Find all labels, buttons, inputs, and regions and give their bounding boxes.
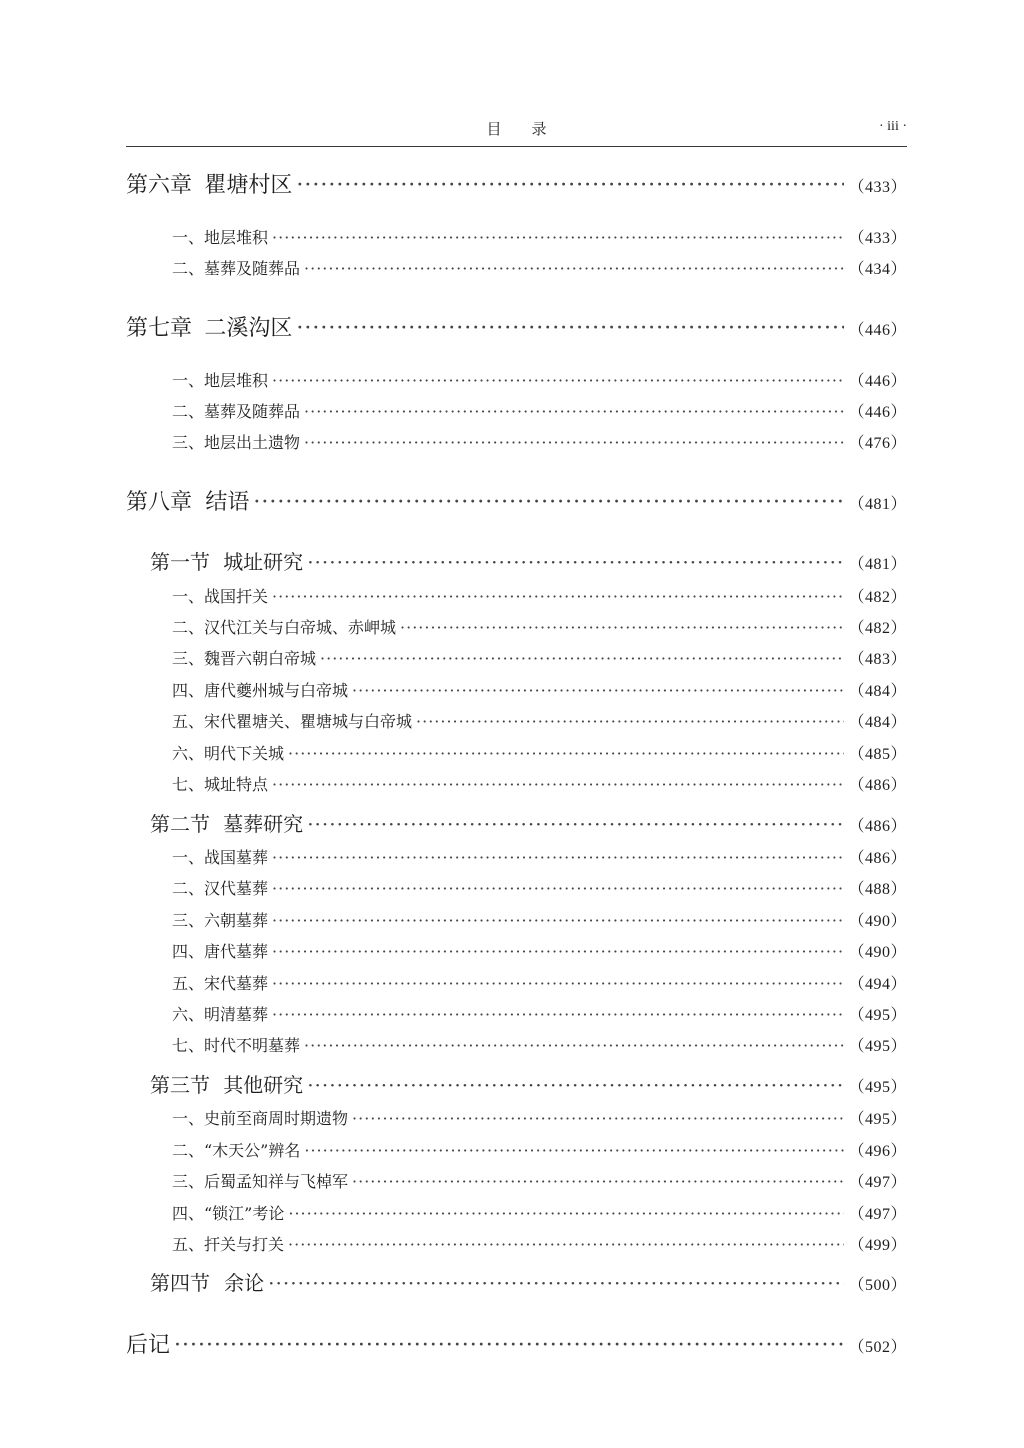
toc-item[interactable] [172,1033,907,1056]
item-label: 一、地层堆积 [172,228,269,247]
item-label: 三、魏晋六朝白帝城 [172,649,317,668]
leader-dots [253,490,844,515]
leader-dots [352,1109,844,1128]
leader-dots [307,550,844,574]
chapter-title: 瞿塘村区 [204,173,293,198]
section-label: 第二节 [150,812,210,836]
page-number: （495） [848,1038,907,1055]
item-label: 二、“木天公”辨名 [172,1141,301,1160]
toc-item[interactable] [172,225,907,248]
toc-item[interactable] [172,1201,907,1224]
item-label: 四、唐代夔州城与白帝城 [172,681,349,700]
leader-dots [272,879,844,898]
item-label: 六、明代下关城 [172,744,285,763]
chapter-title: 二溪沟区 [204,316,293,341]
leader-dots [304,433,844,452]
toc-item[interactable] [172,256,907,279]
leader-dots [320,649,844,668]
page-number: （488） [848,881,907,898]
page-number: （496） [848,1143,907,1160]
toc-item[interactable] [172,615,907,638]
page-number: （483） [848,651,907,668]
page-number: （490） [848,913,907,930]
item-label: 二、汉代墓葬 [172,879,269,898]
page-number: （482） [848,620,907,637]
toc-item[interactable] [172,399,907,422]
section-title: 其他研究 [223,1073,304,1097]
toc-chapter-8[interactable] [126,485,907,516]
toc-item[interactable] [172,646,907,669]
toc-item[interactable] [172,939,907,962]
leader-dots [272,587,844,606]
item-label: 七、时代不明墓葬 [172,1036,301,1055]
leader-dots [268,1271,844,1295]
toc-item[interactable] [172,1232,907,1255]
leader-dots [416,712,844,731]
page-number: （495） [848,1079,907,1096]
page-number: （434） [848,261,907,278]
toc-item[interactable] [172,1169,907,1192]
item-label: 二、墓葬及随葬品 [172,259,301,278]
toc-chapter-6[interactable] [126,168,907,199]
item-label: 六、明清墓葬 [172,1005,269,1024]
toc-item[interactable] [172,584,907,607]
section-label: 第一节 [150,550,210,574]
leader-dots [304,259,844,278]
page-number: （497） [848,1206,907,1223]
item-label: 三、地层出土遗物 [172,433,301,452]
toc-item[interactable] [172,368,907,391]
page-number: （497） [848,1174,907,1191]
toc-item[interactable] [172,1002,907,1025]
toc-section-1[interactable] [150,546,907,575]
chapter-title: 结语 [205,490,250,515]
toc-item[interactable] [172,709,907,732]
item-label: 一、地层堆积 [172,371,269,390]
toc-item[interactable] [172,430,907,453]
page-number: （446） [848,373,907,390]
page-number: （433） [848,179,907,196]
leader-dots [304,402,844,421]
item-label: 一、史前至商周时期遗物 [172,1109,349,1128]
page-number: （499） [848,1237,907,1254]
leader-dots [296,316,844,341]
page-number: （433） [848,230,907,247]
leader-dots [272,1005,844,1024]
page-number: （502） [848,1339,907,1356]
item-label: 三、后蜀孟知祥与飞棹军 [172,1172,349,1191]
running-header [126,114,907,147]
section-title: 墓葬研究 [223,812,304,836]
section-title: 城址研究 [223,550,304,574]
leader-dots [288,1204,844,1223]
toc-section-2[interactable] [150,808,907,837]
afterword-label: 后记 [126,1333,171,1358]
chapter-label: 第八章 [126,490,193,515]
page-number: （486） [848,777,907,794]
item-label: 四、唐代墓葬 [172,942,269,961]
toc-item[interactable] [172,678,907,701]
page-number: （494） [848,976,907,993]
toc-item[interactable] [172,1106,907,1129]
toc-section-3[interactable] [150,1069,907,1098]
leader-dots [272,974,844,993]
leader-dots [272,228,844,247]
leader-dots [272,775,844,794]
leader-dots [288,744,844,763]
chapter-label: 第七章 [126,316,193,341]
leader-dots [272,911,844,930]
leader-dots [352,681,844,700]
section-label: 第四节 [150,1271,210,1295]
toc-item[interactable] [172,741,907,764]
item-label: 四、“锁江”考论 [172,1204,285,1223]
item-label: 三、六朝墓葬 [172,911,269,930]
leader-dots [352,1172,844,1191]
item-label: 二、汉代江关与白帝城、赤岬城 [172,618,397,637]
leader-dots [288,1235,844,1254]
toc-item[interactable] [172,845,907,868]
page-number: （446） [848,404,907,421]
page-number: （481） [848,556,907,573]
page-number: （495） [848,1007,907,1024]
item-label: 一、战国墓葬 [172,848,269,867]
leader-dots [307,1073,844,1097]
page-number: （484） [848,714,907,731]
toc-item[interactable] [172,772,907,795]
item-label: 七、城址特点 [172,775,269,794]
page-number: （476） [848,435,907,452]
item-label: 五、宋代瞿塘关、瞿塘城与白帝城 [172,712,413,731]
toc-chapter-7[interactable] [126,311,907,342]
leader-dots [307,812,844,836]
page-number: （495） [848,1111,907,1128]
leader-dots [174,1333,844,1358]
leader-dots [400,618,844,637]
chapter-label: 第六章 [126,173,193,198]
toc-afterword[interactable] [126,1328,907,1359]
item-label: 一、战国扞关 [172,587,269,606]
header-page-number: · iii · [879,119,907,134]
toc-section-4[interactable] [150,1267,907,1296]
header-title: 目录 [486,120,577,138]
leader-dots [272,942,844,961]
leader-dots [272,371,844,390]
toc-item[interactable] [172,1138,907,1161]
page-number: （490） [848,944,907,961]
leader-dots [304,1036,844,1055]
toc-item[interactable] [172,971,907,994]
page-number: （481） [848,496,907,513]
section-title: 余论 [224,1271,265,1295]
page-number: （485） [848,746,907,763]
page-number: （500） [848,1277,907,1294]
toc-item[interactable] [172,908,907,931]
page-number: （446） [848,322,907,339]
item-label: 二、墓葬及随葬品 [172,402,301,421]
page-number: （484） [848,683,907,700]
page-number: （482） [848,589,907,606]
section-label: 第三节 [150,1073,210,1097]
page-number: （486） [848,850,907,867]
item-label: 五、宋代墓葬 [172,974,269,993]
page-number: （486） [848,818,907,835]
leader-dots [304,1141,844,1160]
item-label: 五、扞关与打关 [172,1235,285,1254]
leader-dots [272,848,844,867]
toc-item[interactable] [172,876,907,899]
leader-dots [296,173,844,198]
